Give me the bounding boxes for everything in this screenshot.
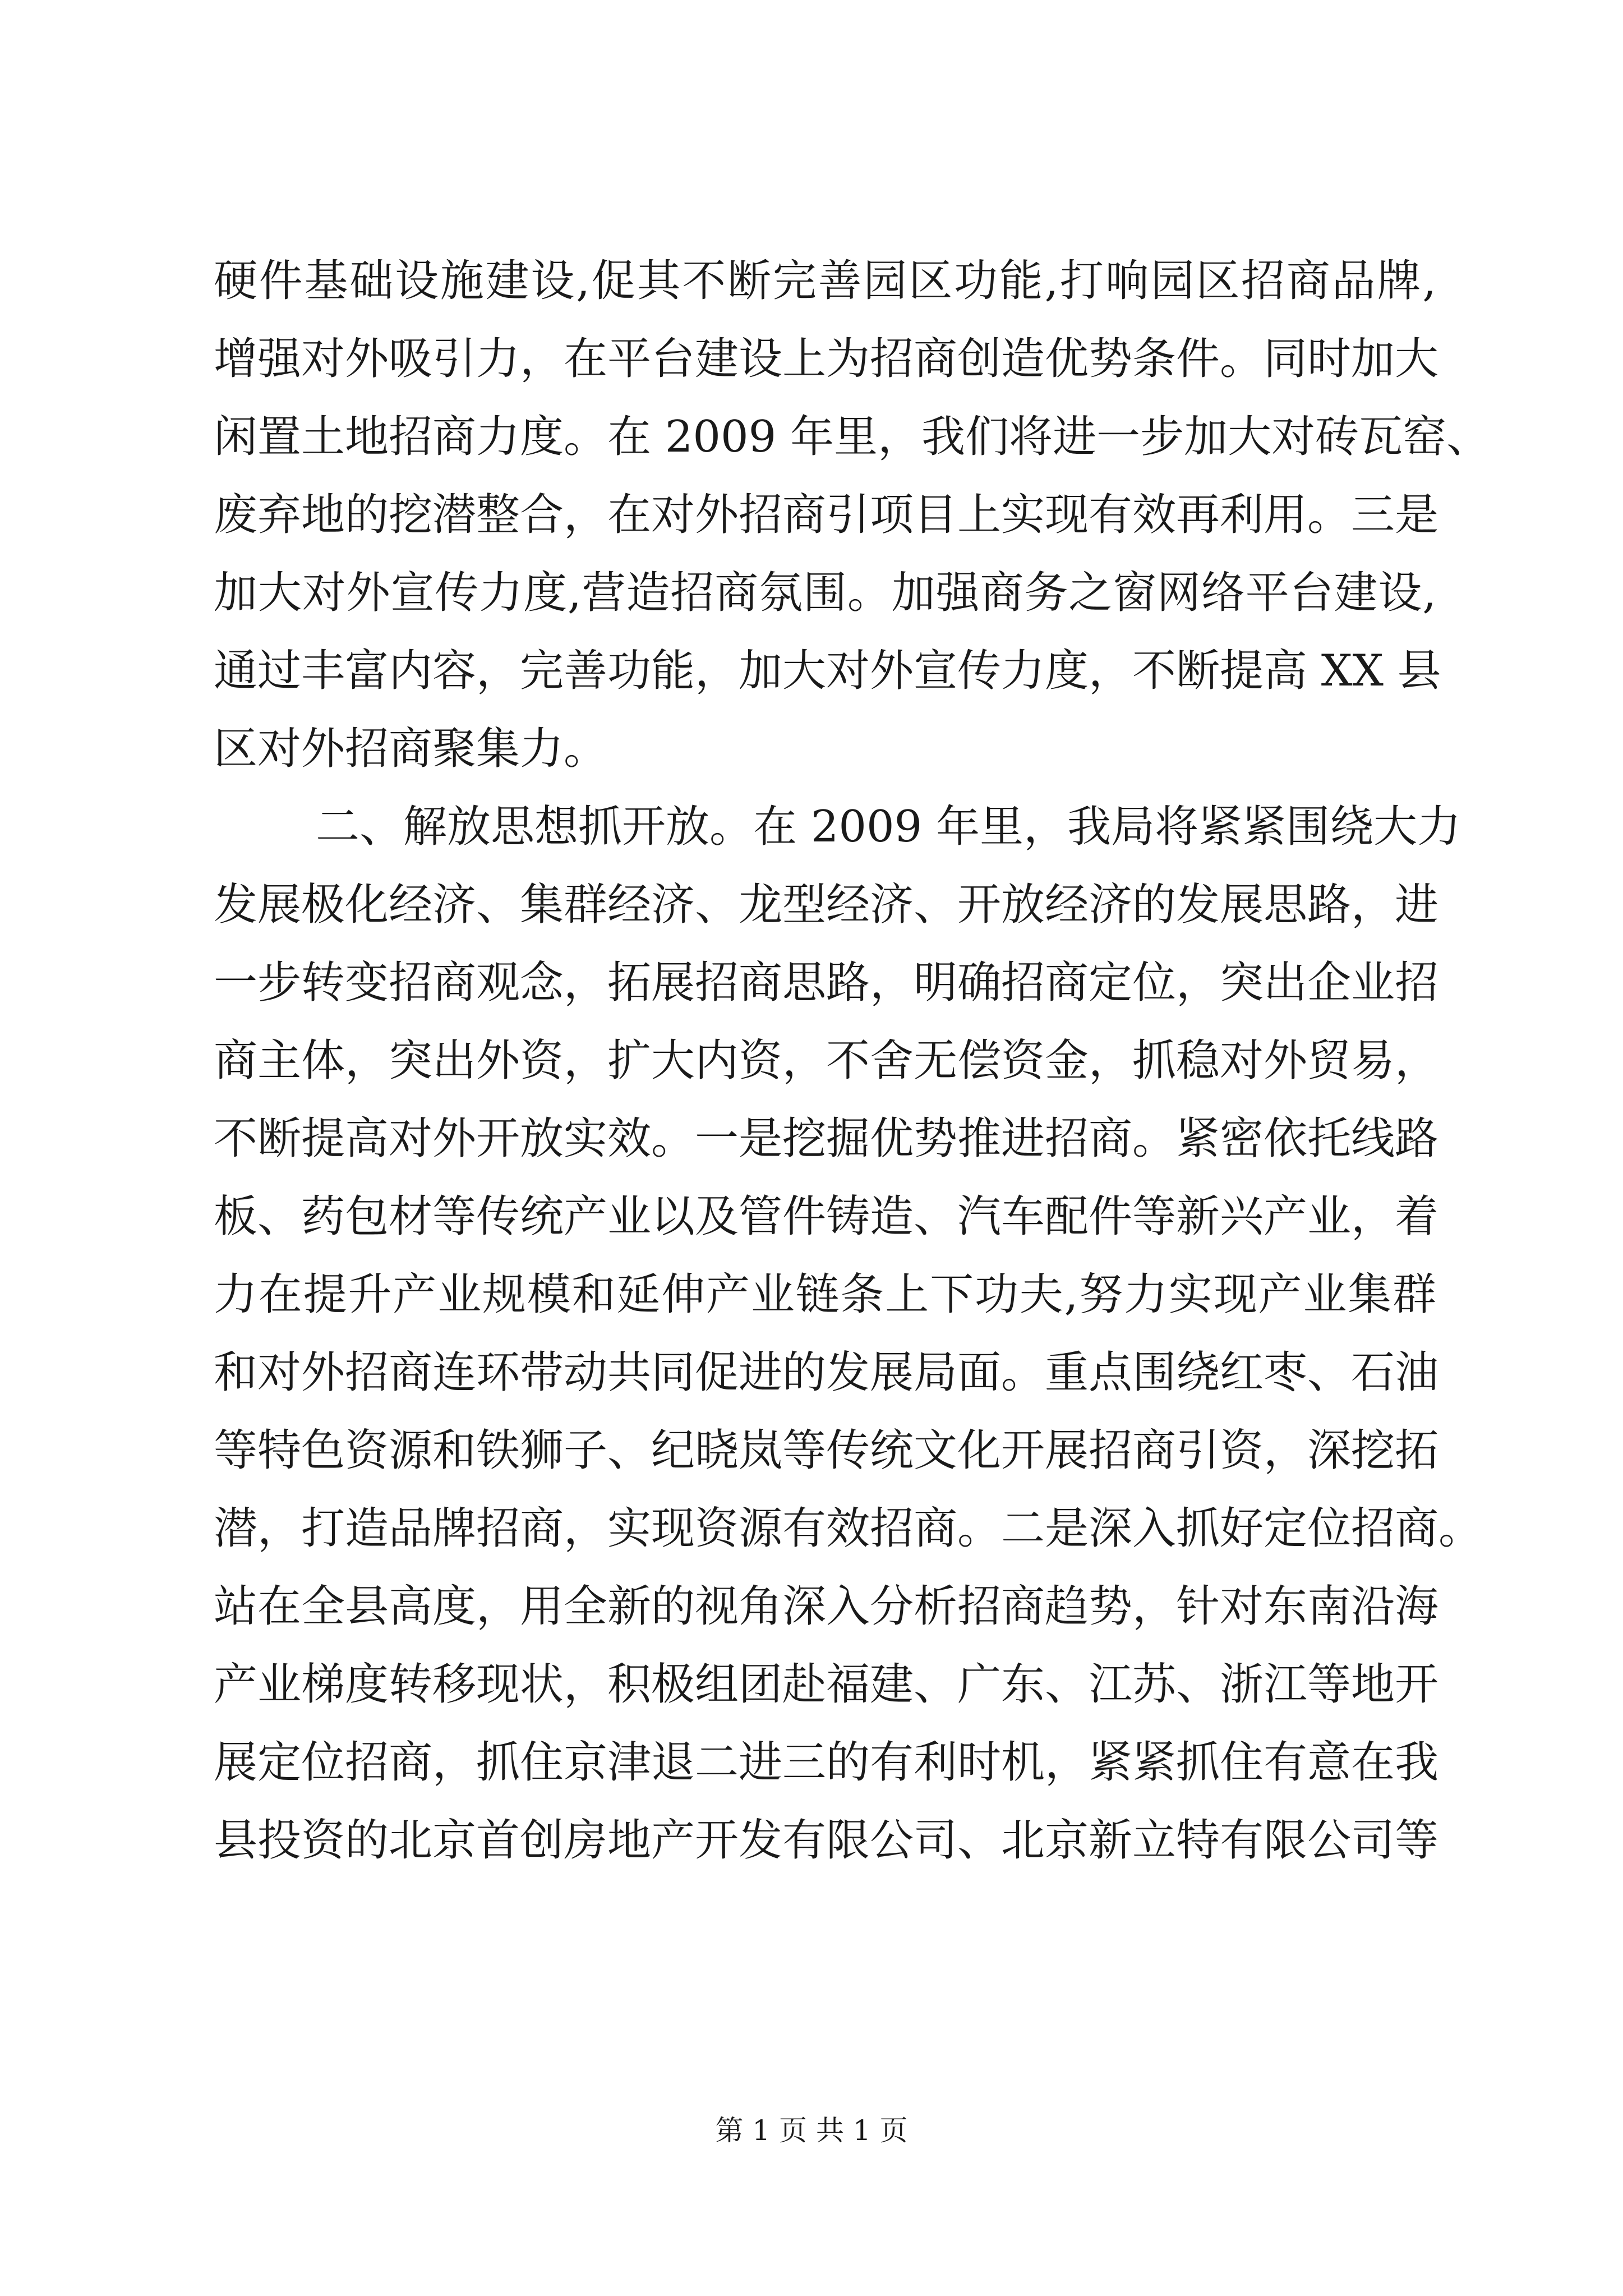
text-line: 废弃地的挖潜整合，在对外招商引项目上实现有效再利用。三是	[214, 490, 1439, 540]
text-line: 力在提升产业规模和延伸产业链条上下功夫,努力实现产业集群	[214, 1269, 1436, 1320]
text-line: 站在全县高度，用全新的视角深入分析招商趋势，针对东南沿海	[214, 1581, 1439, 1632]
text-line: 商主体，突出外资，扩大内资，不舍无偿资金，抓稳对外贸易，	[214, 1036, 1439, 1086]
text-line: 增强对外吸引力，在平台建设上为招商创造优势条件。同时加大	[214, 334, 1439, 384]
text-line: 一步转变招商观念，拓展招商思路，明确招商定位，突出企业招	[214, 958, 1439, 1008]
text-line: 板、药包材等传统产业以及管件铸造、汽车配件等新兴产业，着	[214, 1191, 1439, 1242]
body-text	[214, 242, 1491, 1880]
text-line: 加大对外宣传力度,营造招商氛围。加强商务之窗网络平台建设,	[214, 568, 1436, 618]
page-footer	[0, 2114, 1623, 2147]
text-line: 发展极化经济、集群经济、龙型经济、开放经济的发展思路，进	[214, 880, 1439, 930]
text-line: 等特色资源和铁狮子、纪晓岚等传统文化开展招商引资，深挖拓	[214, 1425, 1439, 1476]
text-line: 产业梯度转移现状，积极组团赴福建、广东、江苏、浙江等地开	[214, 1659, 1439, 1710]
text-line: 通过丰富内容，完善功能，加大对外宣传力度，不断提高 XX 县	[214, 646, 1441, 696]
text-line: 县投资的北京首创房地产开发有限公司、北京新立特有限公司等	[214, 1815, 1439, 1866]
text-line: 不断提高对外开放实效。一是挖掘优势推进招商。紧密依托线路	[214, 1114, 1439, 1164]
text-line: 潜，打造品牌招商，实现资源有效招商。二是深入抓好定位招商。	[214, 1503, 1483, 1554]
text-line: 区对外招商聚集力。	[214, 724, 608, 774]
text-line: 和对外招商连环带动共同促进的发展局面。重点围绕红枣、石油	[214, 1347, 1439, 1398]
text-line: 硬件基础设施建设,促其不断完善园区功能,打响园区招商品牌,	[214, 256, 1436, 306]
paragraph-first-line: 二、解放思想抓开放。在 2009 年里，我局将紧紧围绕大力	[316, 802, 1461, 852]
text-line: 闲置土地招商力度。在 2009 年里，我们将进一步加大对砖瓦窑、	[214, 412, 1491, 462]
page-number-label: 第 1 页 共 1 页	[715, 2114, 908, 2147]
text-line: 展定位招商，抓住京津退二进三的有利时机，紧紧抓住有意在我	[214, 1737, 1439, 1788]
